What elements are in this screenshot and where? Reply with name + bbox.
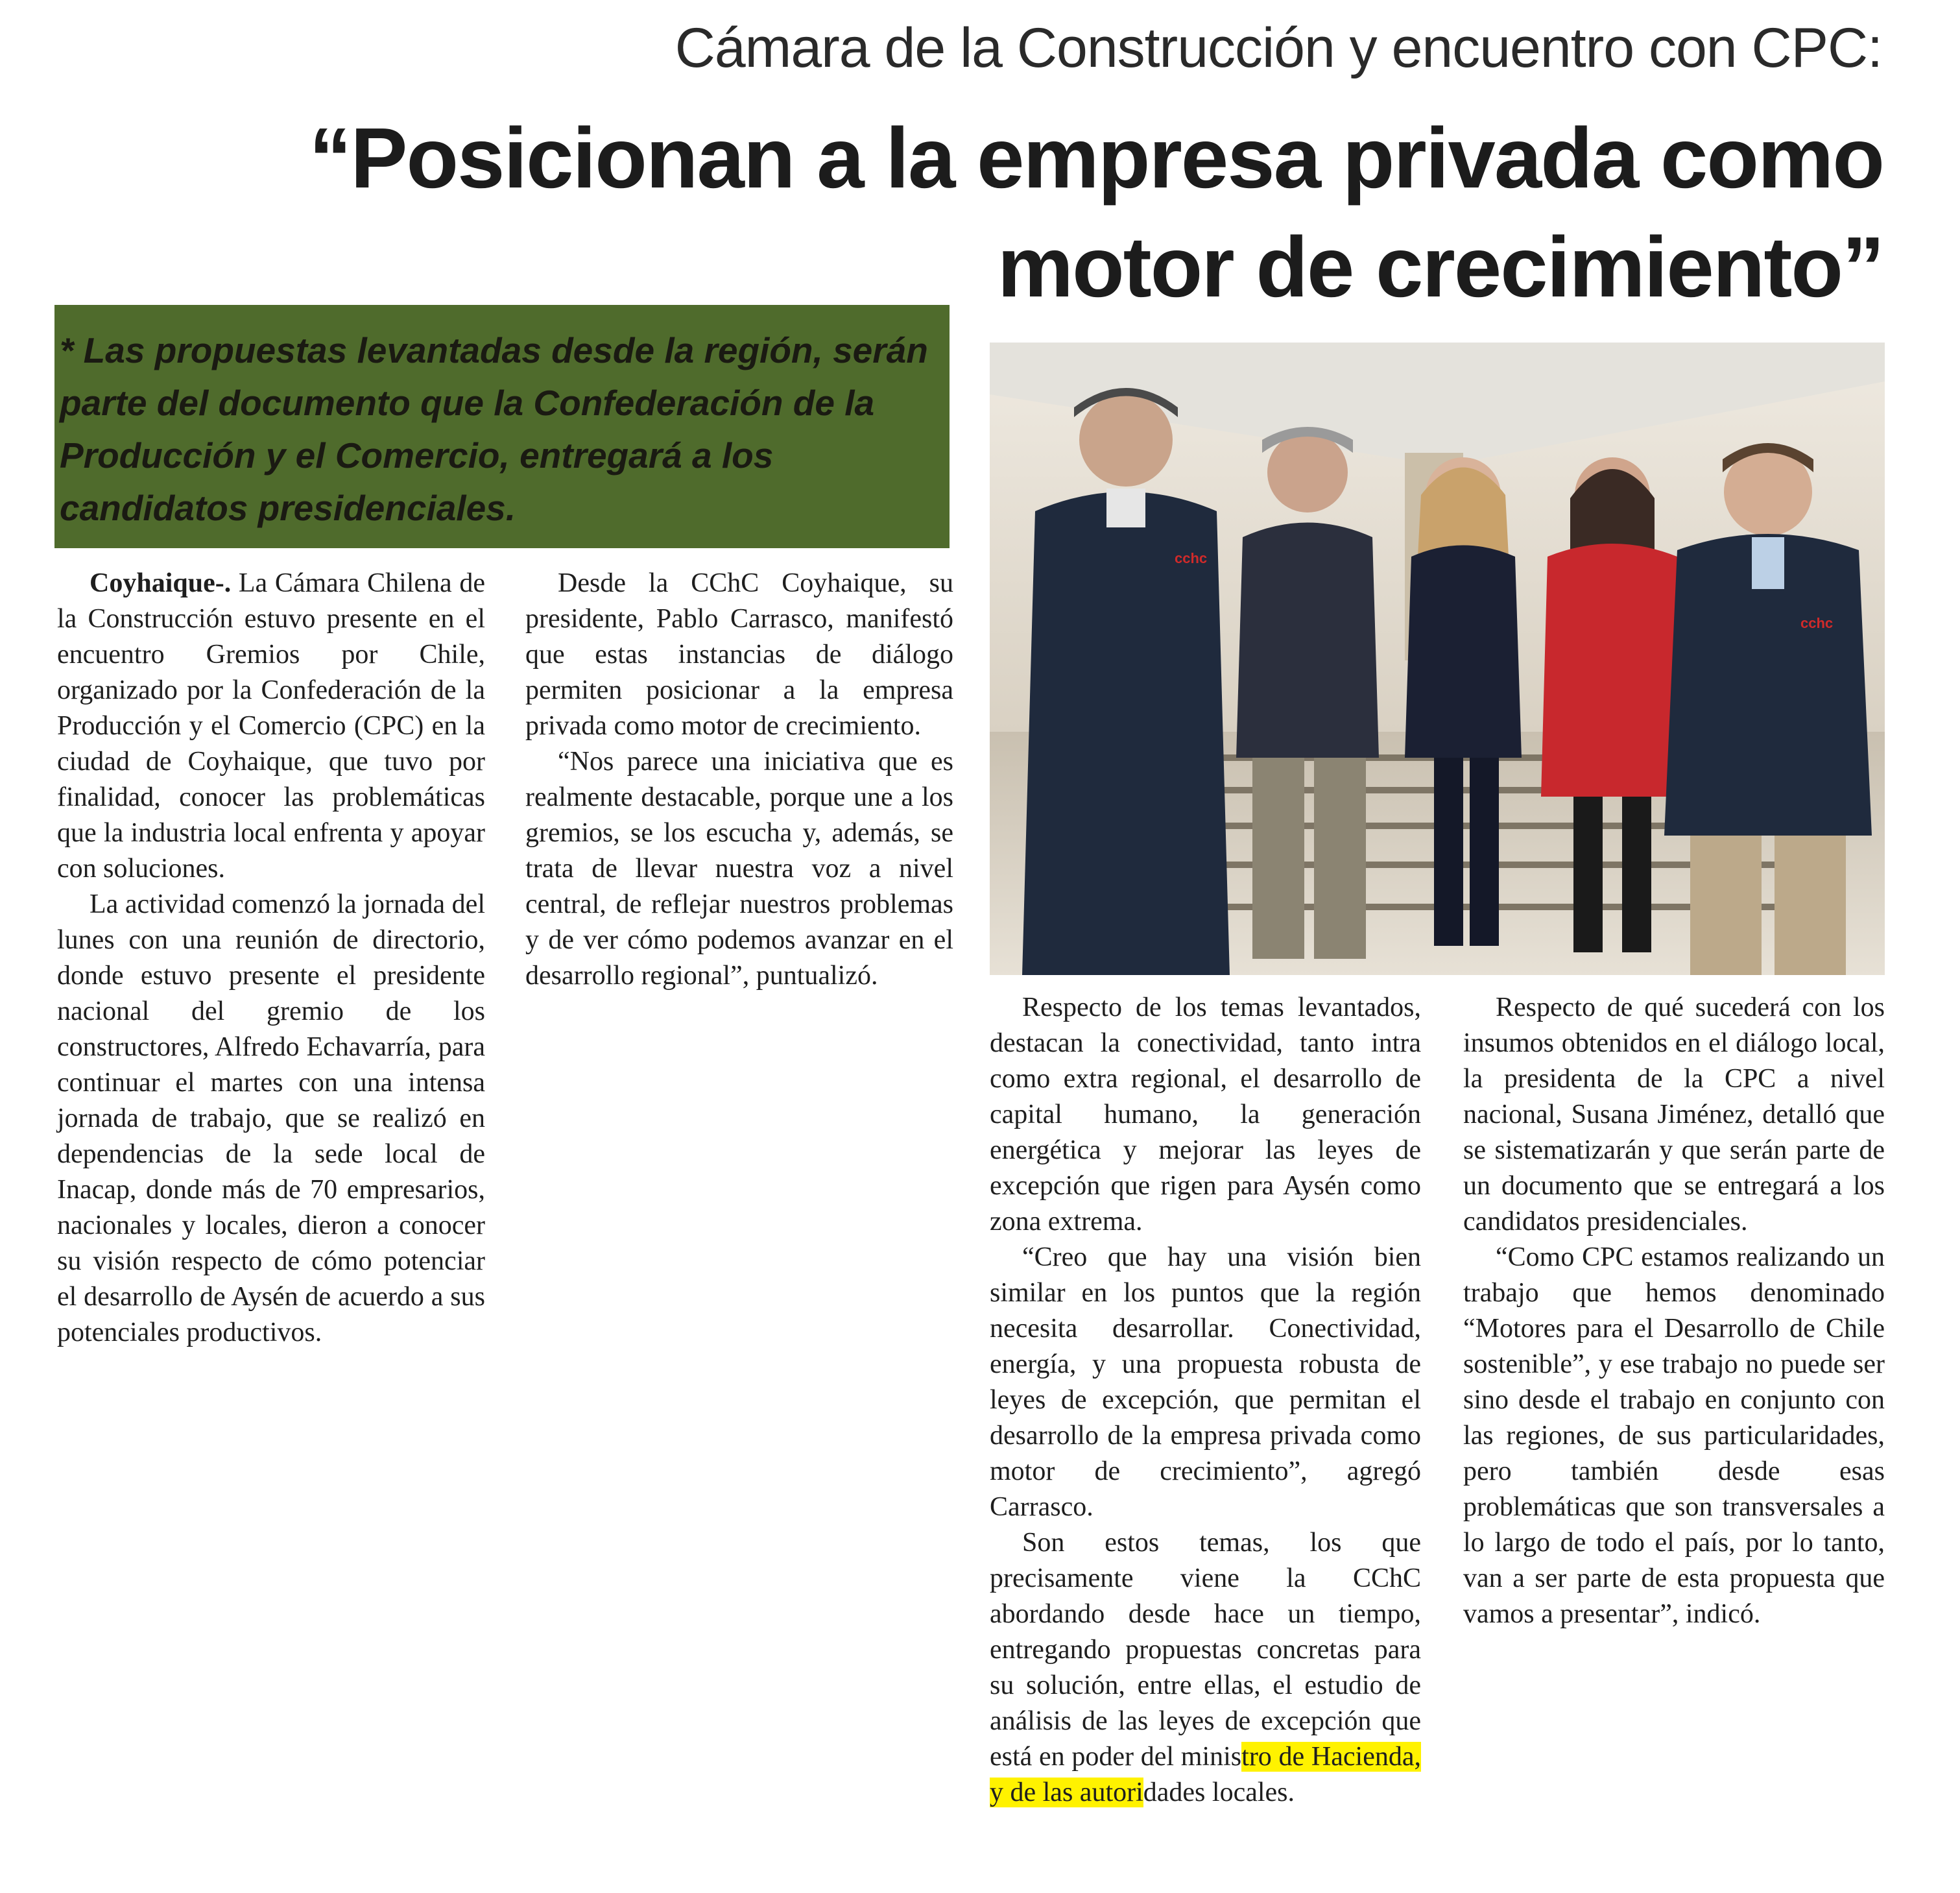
paragraph-5: Respecto de los temas levantados, destacan la conectividad, tanto intra como extra regional, el desarrollo de capital humano, la generación energética y mejorar las leyes de excepción que rigen para Aysén como zona extrema. xyxy=(990,993,1421,1236)
paragraph-4: “Nos parece una iniciativa que es realmente destacable, porque une a los gremios, se los escucha y, además, se trata de llevar nuestra voz a nivel central, de reflejar nuestros problemas y de ver cómo podemos avanzar en el desarrollo regional”, puntualizó. xyxy=(525,747,953,991)
headline: “Posicionan a la empresa privada como motor de crecimiento” xyxy=(309,110,1883,315)
paragraph-3: Desde la CChC Coyhaique, su presidente, Pablo Carrasco, manifestó que estas instancias de diálogo permiten posicionar a la empresa privada como motor de crecimiento. xyxy=(525,568,953,741)
article-column-1 xyxy=(57,566,485,1351)
paragraph-7-end: dades locales. xyxy=(1143,1778,1295,1807)
deck-box: * Las propuestas levantadas desde la región, serán parte del documento que la Confederación de la Producción y el Comercio, entregará a los candidatos presidenciales. xyxy=(54,305,950,548)
paragraph-8: Respecto de qué sucederá con los insumos obtenidos en el diálogo local, la presidenta de la CPC a nivel nacional, Susana Jiménez, detalló que se sistematizarán y que serán parte de un documento que se entregará a los candidatos presidenciales. xyxy=(1463,993,1885,1236)
kicker: Cámara de la Construcción y encuentro con CPC: xyxy=(675,17,1882,79)
news-photo xyxy=(990,343,1885,975)
paragraph-9: “Como CPC estamos realizando un trabajo que hemos denominado “Motores para el Desarrollo de Chile sostenible”, y ese trabajo no puede ser sino desde el trabajo en conjunto con las regiones, de sus particularidades, pero también desde esas problemáticas que son transversales a lo largo de todo el país, por lo tanto, van a ser parte de esta propuesta que vamos a presentar”, indicó. xyxy=(1463,1242,1885,1629)
paragraph-1 xyxy=(57,566,485,887)
dateline: Coyhaique-. xyxy=(90,568,232,598)
paragraph-1-text: La Cámara Chilena de la Construcción estuvo presente en el encuentro Gremios por Chile, organizado por la Confederación de la Producción y el Comercio (CPC) en la ciudad de Coyhaique, que tuvo por finalidad, conocer las problemáticas que la industria local enfrenta y apoyar con soluciones. xyxy=(57,568,485,884)
highlighted-text: tro de Hacienda, y de las autori xyxy=(990,1742,1421,1807)
jacket-logo-1: cchc xyxy=(1175,550,1208,566)
paragraph-2: La actividad comenzó la jornada del lunes con una reunión de directorio, donde estuvo presente el presidente nacional del gremio de los constructores, Alfredo Echavarría, para continuar el martes con una intensa jornada de trabajo, que se realizó en dependencias de la sede local de Inacap, donde más de 70 empresarios, nacionales y locales, dieron a conocer su visión respecto de cómo potenciar el desarrollo de Aysén de acuerdo a sus potenciales productivos. xyxy=(57,889,485,1347)
article-column-2 xyxy=(525,566,953,994)
paragraph-7 xyxy=(990,1525,1421,1811)
paragraph-6: “Creo que hay una visión bien similar en los puntos que la región necesita desarrollar. Conectividad, energía, y una propuesta robusta de leyes de excepción, que permitan el desarrollo de la empresa privada como motor de crecimiento”, agregó Carrasco. xyxy=(990,1242,1421,1522)
article-column-3 xyxy=(990,990,1421,1811)
paragraph-7-text: Son estos temas, los que precisamente viene la CChC abordando desde hace un tiempo, entregando propuestas concretas para su solución, entre ellas, el estudio de análisis de las leyes de excepción que está en poder del minis xyxy=(990,1528,1421,1772)
article-column-4 xyxy=(1463,990,1885,1632)
jacket-logo-2: cchc xyxy=(1800,615,1834,631)
